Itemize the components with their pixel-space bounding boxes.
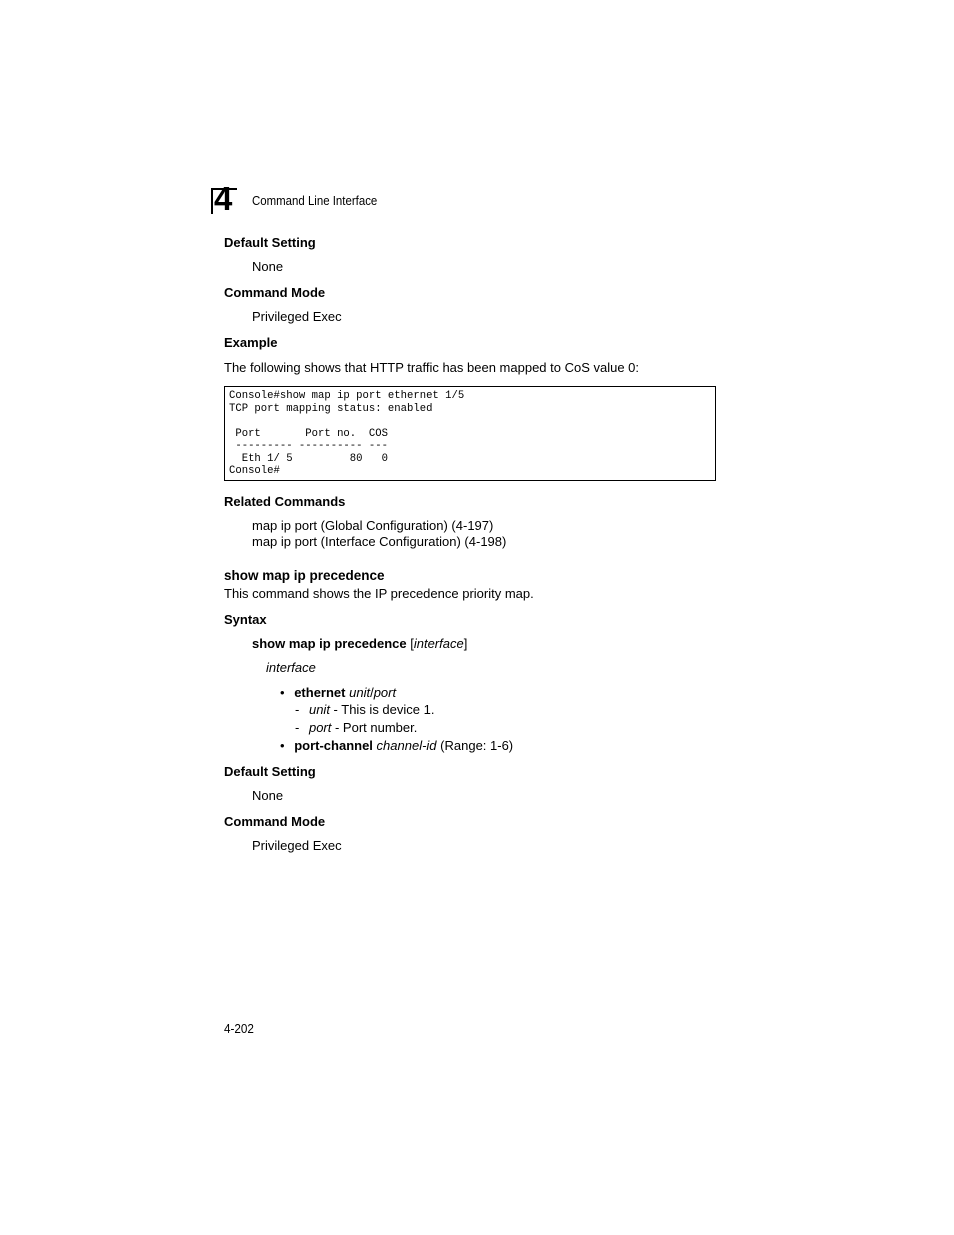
syntax-parameter: interface — [413, 636, 464, 651]
syntax-command: show map ip precedence — [252, 636, 407, 651]
command-mode-value-2: Privileged Exec — [252, 838, 342, 853]
example-text: The following shows that HTTP traffic has been mapped to CoS value 0: — [224, 360, 640, 375]
default-setting-heading-2: Default Setting — [224, 764, 316, 779]
command-mode-heading-2: Command Mode — [224, 814, 326, 829]
default-setting-heading: Default Setting — [224, 235, 316, 250]
code-example — [229, 390, 464, 478]
sub-text: - Port number. — [331, 720, 418, 735]
parameter-name: interface — [266, 660, 316, 675]
code-line: Console# — [229, 465, 280, 477]
command-title: show map ip precedence — [224, 568, 385, 583]
syntax-open-bracket: [ — [406, 636, 414, 651]
code-line: --------- ---------- --- — [229, 440, 388, 452]
bullet-ethernet — [280, 685, 396, 700]
bullet-param-unit: unit — [349, 685, 371, 700]
syntax-heading: Syntax — [224, 612, 267, 627]
bullet-keyword: ethernet — [294, 685, 346, 700]
code-line: Eth 1/ 5 80 0 — [229, 452, 388, 465]
sub-item-port — [295, 720, 417, 735]
default-setting-value: None — [252, 259, 284, 274]
code-line: TCP port mapping status: enabled — [229, 402, 433, 415]
chapter-number: 4 — [214, 180, 233, 217]
running-title: Command Line Interface — [252, 193, 378, 208]
bullet-dot: • — [280, 738, 285, 753]
related-commands-heading: Related Commands — [224, 494, 346, 509]
page-number: 4-202 — [224, 1021, 254, 1036]
sub-term: port — [308, 720, 332, 735]
sub-text: - This is device 1. — [329, 702, 435, 717]
bullet-keyword: port-channel — [294, 738, 373, 753]
bullet-param: channel-id — [376, 738, 437, 753]
syntax-line — [252, 636, 467, 651]
sub-dash: - — [295, 702, 300, 717]
default-setting-value-2: None — [252, 788, 284, 803]
code-example-box — [224, 386, 716, 481]
command-mode-heading: Command Mode — [224, 285, 326, 300]
chapter-mark-vertical-rule — [211, 188, 213, 214]
chapter-mark — [211, 180, 239, 217]
bullet-param-port: port — [373, 685, 397, 700]
sub-item-unit — [295, 702, 434, 717]
command-description: This command shows the IP precedence priority map. — [224, 586, 534, 601]
example-heading: Example — [224, 335, 278, 350]
command-mode-value: Privileged Exec — [252, 309, 342, 324]
syntax-close-bracket: ] — [463, 636, 468, 651]
code-line: Port Port no. COS — [229, 427, 388, 440]
bullet-range: (Range: 1-6) — [436, 738, 514, 753]
code-line: Console#show map ip port ethernet 1/5 — [229, 390, 465, 402]
related-command-item: map ip port (Interface Configuration) (4-198) — [252, 534, 507, 549]
bullet-slash: / — [370, 685, 374, 700]
bullet-port-channel — [280, 738, 513, 753]
bullet-dot: • — [280, 685, 285, 700]
sub-term: unit — [308, 702, 330, 717]
related-command-item: map ip port (Global Configuration) (4-197) — [252, 518, 494, 533]
sub-dash: - — [295, 720, 300, 735]
